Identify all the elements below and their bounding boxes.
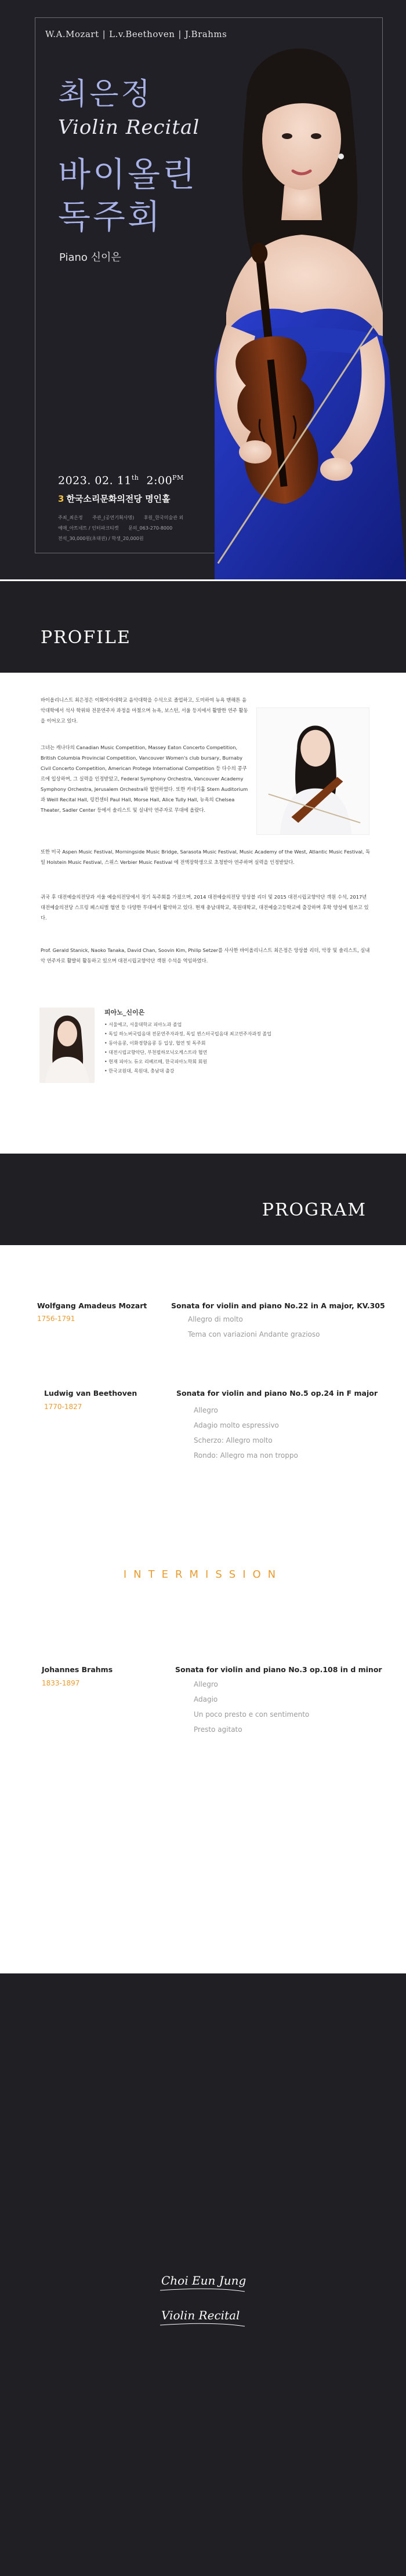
hero-poster [0,0,406,579]
program-title: PROGRAM [262,1200,367,1220]
credits-row [58,534,232,544]
list-item: • 현재 피아노 듀오 리베르떼, 한국피아노학회 회원 [104,1059,208,1064]
piano-label: Piano [59,251,88,264]
recital-title-line2: 독주회 [58,197,163,236]
concert-datetime [58,474,184,487]
date-suffix: th [131,474,139,481]
concert-time: 2:00 [146,474,173,487]
bio-line: 서울예고, 서울대학교 피아노과 졸업 [108,1022,182,1027]
violinist-photo [256,707,369,835]
concert-date: 2023. 02. 11 [58,474,132,487]
program-header [0,1154,406,1245]
composer-years: 1756-1791 [37,1315,75,1323]
pianist-photo [39,1008,95,1083]
violin-recital-script: Violin Recital [58,116,200,139]
composer-name: Johannes Brahms [42,1665,113,1674]
work-title: Sonata for violin and piano No.22 in A major, KV.305 [171,1301,385,1310]
pianist-name: 신이은 [90,251,121,264]
bio-line: 현재 피아노 듀오 리베르떼, 한국피아노학회 회원 [108,1059,208,1064]
footer-signature-section [0,1973,406,2576]
profile-paragraph: Prof. Gerald Stanick, Naoko Tanaka, David Chan, Soovin Kim, Philip Setzer를 사사한 바이올리니스트 최은정은 앙상블 리더, 악장 및 솔리스트, 실내악 연주자로 활발히 활동하고 있으며 대전시립교향악단 객원 수석을 역임하였다. [41,947,370,964]
violinist-portrait [191,12,406,579]
movement: Allegro [194,1406,218,1414]
composer-beethoven: L.v.Beethoven [109,29,175,39]
movement-list [194,1677,309,1737]
list-item: • 서울예고, 서울대학교 피아노과 졸업 [104,1022,182,1027]
movement: Un poco presto e con sentimento [194,1710,310,1718]
composer-mozart: W.A.Mozart [45,29,99,39]
signature-swash [160,2289,245,2292]
movement: Scherzo: Allegro molto [194,1436,273,1444]
bio-line: 한국교원대, 목원대, 충남대 출강 [108,1068,175,1074]
profile-title: PROFILE [41,627,131,648]
profile-paragraph: 바이올리니스트 최은정은 이화여자대학교 음악대학을 수석으로 졸업하고, 도미하여 뉴욕 맨해튼 음악대학에서 석사 학위와 전문연주자 과정을 마쳤으며 뉴욕, 보스턴, 서울 등지에서 활발한 연주 활동을 이어오고 있다. [41,697,248,724]
list-item: • 대전시립교향악단, 부천필하모닉오케스트라 협연 [104,1050,208,1055]
signature-line2: Violin Recital [161,2308,240,2322]
movement: Adagio [194,1695,218,1703]
movement-list [194,1403,298,1463]
composer-years: 1770-1827 [44,1403,82,1411]
pianist-credit [59,249,121,264]
profile-paragraph: 그녀는 캐나다의 Canadian Music Competition, Massey Eaton Concerto Competition, British Columbia Provincial Competition, Vancouver Women's club bursary, Burnaby Civil Concerto Competition, American Protege International Competition 등 다수의 콩쿠르에 입상하며, 그 실력을 인정받았고, Federal Symphony Orchestra, Vancouver Academy Symphony Orchestra, Jerusalem Orchestra와 협연하였다. 또한 카네기홀 Stern Auditorium과 Weill Recital Hall, 링컨센터 Paul Hall, Morse Hall, Alice Tully Hall, 뉴욕의 Chelsea Theater, Sadler Center 등에서 솔리스트 및 실내악 연주자로 무대에 올랐다. [41,745,248,813]
separator: | [178,29,182,39]
movement: Presto agitato [194,1725,242,1734]
profile-header [0,581,406,673]
movement: Adagio molto espressivo [194,1421,279,1429]
intermission-label: INTERMISSION [123,1568,283,1581]
credit-sponsor: 후원_한국미술관 외 [143,515,184,520]
list-item: • 독일 하노버국립음대 전문연주자과정, 독일 뮌스터국립음대 최고연주자과정 졸업 [104,1031,271,1037]
profile-paragraph: 또한 미국 Aspen Music Festival, Morningside Music Bridge, Sarasota Music Festival, Music Academy of the West, Atlantic Music Festival, 독일 Holstein Music Festival, 스위스 Verbier Music Festival 에 전액장학생으로 초청받아 연주하며 실력을 인정받았다. [41,849,371,865]
performer-name-korean: 최은정 [58,77,153,112]
work-title: Sonata for violin and piano No.5 op.24 in F major [176,1389,378,1398]
composer-name: Ludwig van Beethoven [44,1389,137,1398]
concert-venue [58,492,171,505]
signature-logo [158,2261,251,2337]
movement-list [188,1312,320,1342]
signature-line1: Choi Eun Jung [161,2274,246,2287]
pianist-bio-list [104,1020,271,1076]
composer-name: Wolfgang Amadeus Mozart [37,1301,147,1310]
composer-brahms: J.Brahms [184,29,227,39]
credit-organizer: 주관_(공연기획사명) [92,515,135,520]
movement: Allegro di molto [188,1315,243,1323]
profile-section [0,673,406,1154]
event-credits [58,513,232,544]
profile-paragraph: 귀국 후 대전예술의전당과 서울 예술의전당에서 정기 독주회를 가졌으며, 2014 대전예술의전당 앙상블 리더 및 2015 대전시립교향악단 객원 수석, 2017년 대전예술의전당 스프링 페스티벌 협연 등 다양한 무대에서 활약하고 있다. 현재 충남대학교, 목원대학교, 대전예술고등학교에 출강하며 후학 양성에 힘쓰고 있다. [41,894,369,921]
credit-host: 주최_최은정 [58,515,83,520]
credits-row [58,523,232,534]
recital-title-line1: 바이올린 [58,155,198,194]
movement: Allegro [194,1680,218,1688]
bio-line: 독일 하노버국립음대 전문연주자과정, 독일 뮌스터국립음대 최고연주자과정 졸업 [108,1031,271,1037]
pianist-heading: 피아노_신이은 [104,1009,145,1016]
separator: | [102,29,106,39]
credit-price: 전석_30,000원(초대권) / 학생_20,000원 [58,536,144,541]
work-title: Sonata for violin and piano No.3 op.108 in d minor [175,1665,382,1674]
venue-name: 한국소리문화의전당 명인홀 [66,494,171,504]
credit-inquiry: 문의_063-270-8000 [128,526,173,531]
credit-tickets: 예매_아트네트 / 인터파크티켓 [58,526,119,531]
bio-line: 대전시립교향악단, 부천필하모닉오케스트라 협연 [108,1050,208,1055]
list-item: • 한국교원대, 목원대, 충남대 출강 [104,1068,175,1074]
list-item: • 동아음콩, 이화경향음콩 등 입상, 협연 및 독주회 [104,1041,206,1046]
movement: Rondo: Allegro ma non troppo [194,1451,298,1460]
location-icon: 3 [58,494,64,504]
program-section [0,1245,406,1973]
credits-row [58,513,232,523]
signature-swash [160,2323,245,2326]
time-suffix: PM [172,474,184,481]
composer-years: 1833-1897 [42,1679,80,1687]
bio-line: 동아음콩, 이화경향음콩 등 입상, 협연 및 독주회 [108,1041,206,1046]
movement: Tema con variazioni Andante grazioso [188,1330,320,1338]
